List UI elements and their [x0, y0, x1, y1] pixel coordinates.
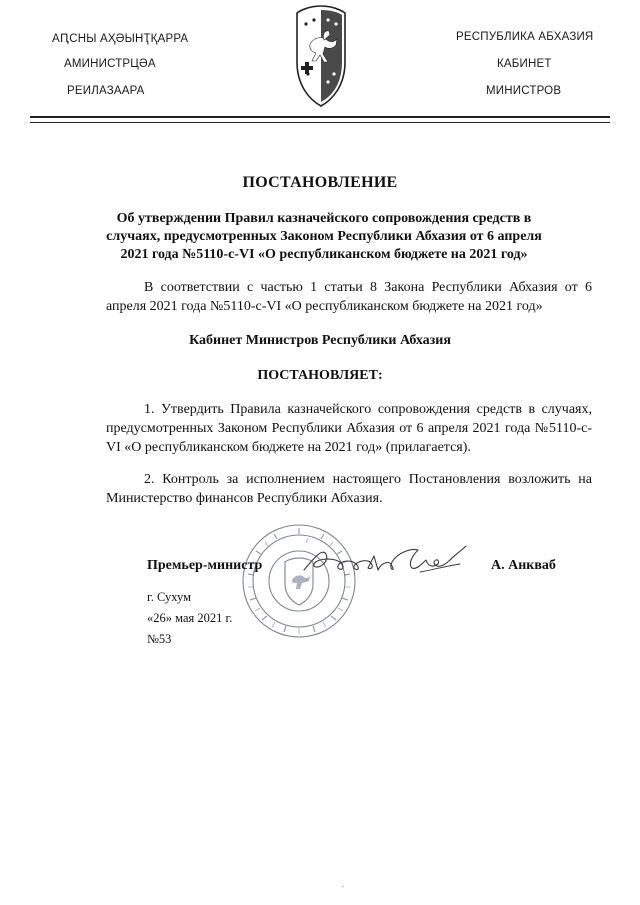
header-double-rule-thick: [30, 116, 610, 118]
coat-of-arms-icon: [294, 4, 348, 108]
header-right-line-1: РЕСПУБЛИКА АБХАЗИЯ: [456, 31, 594, 43]
header-left-line-1: АԤСНЫ АҲӘЫНҬҚАРРА: [52, 33, 189, 45]
signatory-position: Премьер-министр: [147, 558, 263, 573]
document-subject: Об утверждении Правил казначейского сопровождения средств в случаях, предусмотренных Законом Республики Абхазия от 6 апреля 2021 года №5110-с-VI «О республиканском бюджете на 2021 год»: [106, 211, 542, 262]
preamble-paragraph: В соответствии с частью 1 статьи 8 Закона Республики Абхазия от 6 апреля 2021 года №5110-с-VI «О республиканском бюджете на 2021 год»: [106, 280, 592, 314]
header-left-line-2: АМИНИСТРЦӘА: [64, 58, 156, 70]
header-right-line-3: МИНИСТРОВ: [486, 85, 562, 97]
enacting-body: Кабинет Министров Республики Абхазия: [189, 333, 451, 348]
header-right-line-2: КАБИНЕТ: [497, 58, 552, 70]
page-mark: ·: [341, 882, 345, 893]
document-title: ПОСТАНОВЛЕНИЕ: [242, 174, 398, 191]
signatory-name: А. Анкваб: [491, 558, 556, 573]
issue-date: «26» мая 2021 г.: [147, 611, 233, 625]
issue-city: г. Сухум: [147, 590, 192, 604]
document-number: №53: [147, 632, 172, 646]
decree-item-2: 2. Контроль за исполнением настоящего Постановления возложить на Министерство финансов Республики Абхазия.: [106, 472, 592, 506]
header-left-line-3: РЕИЛАЗААРА: [67, 85, 145, 97]
handwritten-signature-icon: [300, 536, 470, 580]
decree-item-1: 1. Утвердить Правила казначейского сопровождения средств в случаях, предусмотренных Законом Республики Абхазия от 6 апреля 2021 года №5110-с-VI «О республиканском бюджете на 2021 год» (прилагается).: [106, 402, 592, 455]
header-double-rule-thin: [30, 122, 610, 123]
decree-heading: ПОСТАНОВЛЯЕТ:: [257, 368, 383, 383]
